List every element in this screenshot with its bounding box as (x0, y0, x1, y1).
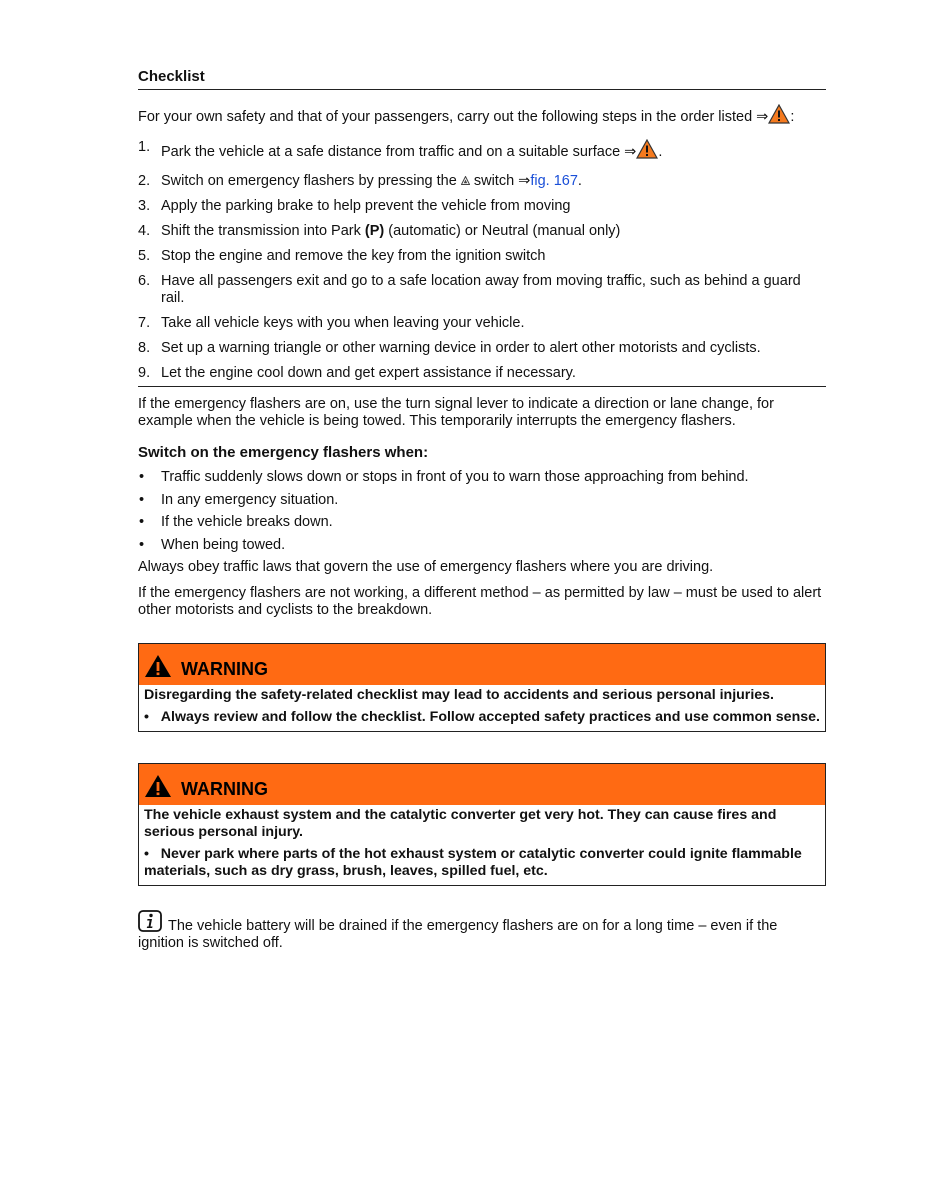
step-number: 8. (138, 340, 151, 356)
intro-text: For your own safety and that of your passengers, carry out the following steps in the order listed ⇒ (138, 109, 769, 125)
flasher-conditions-list (138, 469, 826, 554)
paragraph-not-working: If the emergency flashers are not working, a different method – as permitted by law – must be used to alert other motorists and cyclists to the breakdown. (138, 585, 822, 618)
info-note (138, 910, 826, 952)
bullet-symbol: • (139, 536, 145, 553)
step-text: Apply the parking brake to help prevent the vehicle from moving (161, 198, 571, 214)
list-item (138, 273, 826, 307)
step-suffix: . (577, 173, 582, 189)
step-text-pre: Shift the transmission into Park (161, 223, 361, 239)
list-item (138, 315, 826, 332)
list-item (138, 223, 826, 240)
step-text: Set up a warning triangle or other warning device in order to alert other motorists and cyclists. (161, 340, 761, 356)
step-text: Let the engine cool down and get expert assistance if necessary. (161, 365, 576, 381)
intro-paragraph (138, 104, 826, 129)
warning-body (139, 805, 825, 885)
list-item (138, 365, 826, 382)
warning-triangle-icon[interactable] (768, 104, 790, 129)
step-number: 9. (138, 365, 151, 381)
bullet-text: In any emergency situation. (161, 491, 339, 508)
bullet-symbol: • (139, 514, 145, 530)
list-item (138, 492, 826, 509)
section-title: Checklist (138, 68, 826, 90)
warning-title: WARNING (181, 659, 268, 679)
step-number: 3. (138, 198, 151, 214)
warning-text: The vehicle exhaust system and the catalytic converter get very hot. They can cause fires and serious personal injury. (144, 807, 777, 840)
bullet-symbol: • (144, 846, 149, 862)
list-item (138, 469, 826, 486)
bullet-symbol: • (144, 709, 149, 725)
warning-triangle-icon (144, 654, 172, 682)
bullet-symbol: • (139, 491, 145, 508)
bullet-text: Traffic suddenly slows down or stops in front of you to warn those approaching from behind. (161, 469, 749, 485)
warning-text: Disregarding the safety-related checklist may lead to accidents and serious personal injuries. (144, 687, 774, 703)
list-item (138, 537, 826, 554)
note-text: The vehicle battery will be drained if the emergency flashers are on for a long time – even if the ignition is switched off. (138, 918, 778, 951)
warning-body (139, 685, 825, 731)
subheading: Switch on the emergency flashers when: (138, 444, 429, 461)
warning-bullet-text: Never park where parts of the hot exhaust system or catalytic converter could ignite flammable materials, such as dry grass, brush, leaves, spilled fuel, etc. (144, 846, 802, 879)
step-text: Have all passengers exit and go to a safe location away from moving traffic, such as behind a guard rail. (161, 273, 801, 306)
list-item (138, 340, 826, 357)
info-icon (138, 910, 162, 932)
list-item (138, 173, 826, 190)
warning-bullet-text: Always review and follow the checklist. Follow accepted safety practices and use common sense. (160, 709, 820, 725)
list-item (138, 139, 826, 164)
bullet-symbol: • (139, 469, 145, 485)
step-number: 5. (138, 248, 151, 264)
document-page (138, 68, 826, 952)
step-text-pre: Switch on emergency flashers by pressing the (161, 173, 457, 189)
warning-header (139, 644, 825, 685)
step-text: Stop the engine and remove the key from the ignition switch (161, 248, 546, 264)
bullet-text: When being towed. (161, 536, 286, 553)
divider (138, 386, 826, 387)
bullet-text: If the vehicle breaks down. (161, 514, 333, 530)
step-number: 4. (138, 223, 151, 239)
warning-bullet (144, 709, 820, 726)
step-number: 6. (138, 273, 151, 289)
hazard-switch-icon (461, 173, 470, 182)
step-number: 7. (138, 315, 151, 331)
warning-box (138, 643, 826, 732)
warning-box (138, 763, 826, 886)
list-item (138, 514, 826, 531)
figure-link[interactable]: fig. 167 (530, 173, 578, 189)
intro-end: : (790, 109, 795, 125)
step-suffix: . (658, 144, 663, 160)
warning-triangle-icon (144, 774, 172, 802)
paragraph-turn-signal: If the emergency flashers are on, use the turn signal lever to indicate a direction or lane change, for example when the vehicle is being towed. This temporarily interrupts the emergency flashers. (138, 396, 774, 429)
warning-bullet (144, 846, 820, 880)
warning-title: WARNING (181, 779, 268, 799)
step-text: Take all vehicle keys with you when leaving your vehicle. (161, 315, 525, 331)
warning-triangle-icon[interactable] (636, 139, 658, 164)
step-text-mid: switch ⇒ (473, 173, 531, 189)
list-item (138, 248, 826, 265)
list-item (138, 198, 826, 215)
step-text: Park the vehicle at a safe distance from traffic and on a suitable surface ⇒ (161, 144, 637, 160)
paragraph-obey: Always obey traffic laws that govern the use of emergency flashers where you are driving. (138, 559, 714, 575)
park-label: (P) (364, 223, 385, 239)
warning-header (139, 764, 825, 805)
step-number: 2. (138, 173, 151, 189)
step-text-post: (automatic) or Neutral (manual only) (388, 223, 621, 239)
step-number: 1. (138, 139, 151, 155)
checklist-steps (138, 139, 826, 382)
